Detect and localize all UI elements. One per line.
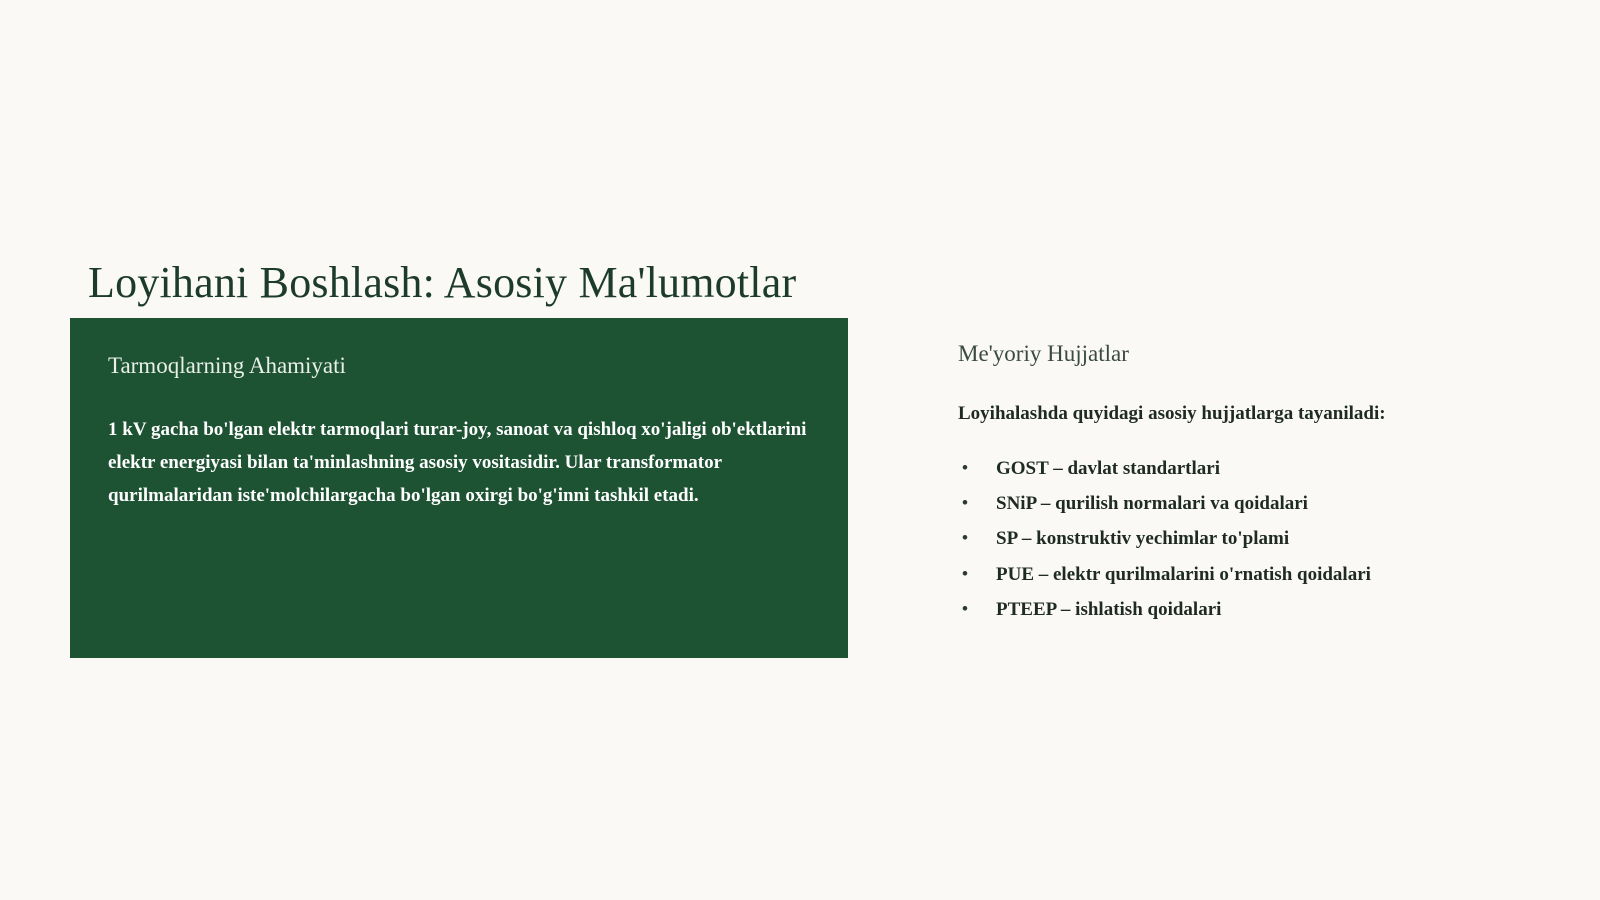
bullet-icon: • xyxy=(962,563,968,583)
bullet-icon: • xyxy=(962,493,968,513)
highlight-card-body: 1 kV gacha bo'lgan elektr tarmoqlari turar-joy, sanoat va qishloq xo'jaligi ob'ektlarini elektr energiyasi bilan ta'minlashning asosiy vositasidir. Ular transformator qurilmalaridan iste'molchilargacha bo'lgan oxirgi bo'g'inni tashkil etadi. xyxy=(108,418,807,507)
list-item xyxy=(958,486,1518,521)
list-item-label: SP – konstruktiv yechimlar to'plami xyxy=(996,528,1290,550)
list-item-label: PTEEP – ishlatish qoidalari xyxy=(996,598,1222,620)
bullet-icon: • xyxy=(962,528,968,548)
list-item-label: GOST – davlat standartlari xyxy=(996,458,1220,480)
list-item xyxy=(958,592,1518,627)
page-title: Loyihani Boshlash: Asosiy Ma'lumotlar xyxy=(88,258,797,308)
list-item xyxy=(958,451,1518,486)
documents-section xyxy=(958,318,1518,627)
highlight-card-heading: Tarmoqlarning Ahamiyati xyxy=(108,353,346,378)
list-item xyxy=(958,557,1518,592)
documents-section-heading: Me'yoriy Hujjatlar xyxy=(958,341,1129,366)
highlight-card xyxy=(70,318,848,658)
list-item-label: PUE – elektr qurilmalarini o'rnatish qoidalari xyxy=(996,563,1371,585)
documents-bullet-list xyxy=(958,451,1518,627)
content-row xyxy=(70,318,1530,658)
list-item xyxy=(958,521,1518,556)
list-item-label: SNiP – qurilish normalari va qoidalari xyxy=(996,493,1308,515)
bullet-icon: • xyxy=(962,458,968,478)
bullet-icon: • xyxy=(962,598,968,618)
documents-intro-text: Loyihalashda quyidagi asosiy hujjatlarga tayaniladi: xyxy=(958,402,1386,424)
